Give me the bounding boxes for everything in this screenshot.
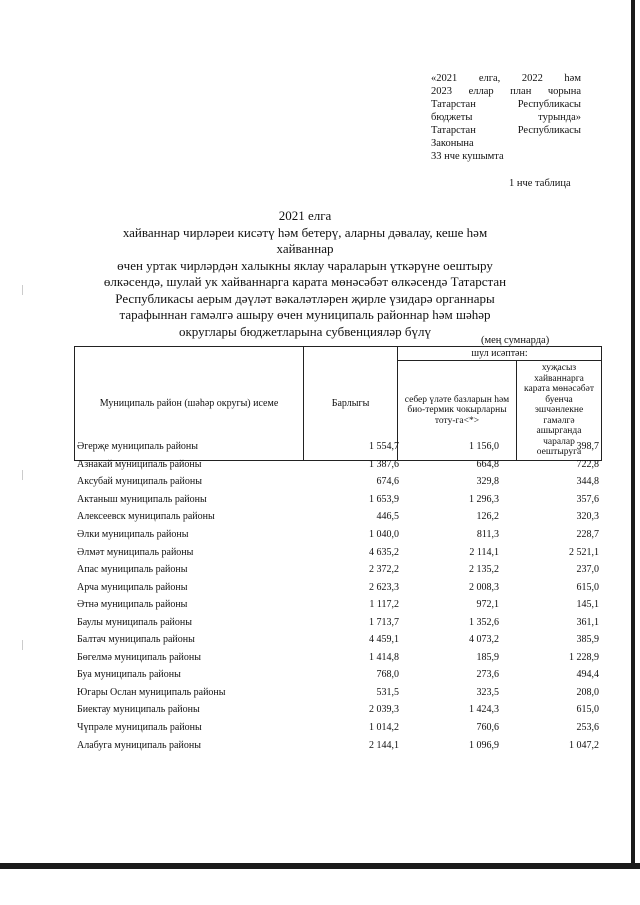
total-value: 1 387,6 (369, 458, 399, 470)
col-a-value: 664,8 (476, 458, 499, 470)
title-line: өлкәсендә, шулай ук хайваннарга карата мөнәсәбәт өлкәсендә Татарстан (103, 274, 507, 289)
district-name: Арча муниципаль районы (77, 581, 188, 593)
col-a-value: 1 352,6 (469, 616, 499, 628)
total-value: 2 623,3 (369, 581, 399, 593)
table-row (74, 719, 602, 737)
table-row (74, 596, 602, 614)
col-a-value: 329,8 (476, 476, 499, 488)
col-b-value: 398,7 (576, 441, 599, 453)
col-a-value: 1 096,9 (469, 739, 499, 751)
district-name: Баулы муниципаль районы (77, 616, 192, 628)
district-name: Азнакай муниципаль районы (77, 458, 202, 470)
table-row (74, 526, 602, 544)
total-value: 1 554,7 (369, 441, 399, 453)
district-name: Алексеевск муниципаль районы (77, 511, 215, 523)
total-value: 1 040,0 (369, 529, 399, 540)
col-a-value: 811,3 (476, 529, 499, 540)
district-name: Бөгелмә муниципаль районы (77, 651, 201, 663)
scan-mark (22, 285, 23, 295)
district-name: Балтач муниципаль районы (77, 634, 195, 646)
approval-line: «2021 елга, 2022 һәм (431, 73, 581, 84)
approval-line: Законына (431, 138, 474, 149)
header-including: шул исәптән: (398, 347, 602, 361)
total-value: 674,6 (376, 476, 399, 488)
table-row (74, 438, 602, 456)
total-value: 4 635,2 (369, 546, 399, 558)
total-value: 1 014,2 (369, 722, 399, 734)
district-name: Биектау муниципаль районы (77, 704, 200, 716)
total-value: 446,5 (376, 511, 399, 523)
table-row (74, 736, 602, 754)
col-a-value: 185,9 (476, 651, 499, 663)
table-row (74, 508, 602, 526)
district-name: Алабуга муниципаль районы (77, 739, 201, 751)
col-a-value: 1 424,3 (469, 704, 499, 716)
district-name: Чүпрәле муниципаль районы (77, 722, 202, 734)
title-line: хайваннар чирләреи кисәтү һәм бетерү, аларны дәвалау, кеше һәм хайваннар (122, 224, 488, 256)
table-row (74, 649, 602, 667)
col-b-value: 722,8 (576, 458, 599, 470)
page-border-bottom (0, 863, 640, 869)
col-b-value: 615,0 (576, 581, 599, 593)
table-row (74, 491, 602, 509)
col-b-value: 361,1 (576, 616, 599, 628)
col-b-value: 320,3 (576, 511, 599, 523)
table-number: 1 нче таблица (509, 178, 571, 189)
document-title (95, 208, 515, 340)
col-b-value: 237,0 (576, 564, 599, 576)
col-a-value: 2 135,2 (469, 564, 499, 576)
col-b-value: 357,6 (576, 493, 599, 505)
table-row (74, 701, 602, 719)
col-a-value: 323,5 (476, 686, 499, 698)
table-row (74, 473, 602, 491)
table-row (74, 456, 602, 474)
scan-mark (22, 470, 23, 480)
header-col-a: себер үләте базларын һәм био-термик чокырларны тоту-га<*> (398, 361, 517, 461)
scan-mark (22, 640, 23, 650)
total-value: 2 039,3 (369, 704, 399, 716)
col-b-value: 145,1 (576, 599, 599, 611)
total-value: 2 372,2 (369, 564, 399, 576)
col-a-value: 972,1 (476, 599, 499, 611)
approval-reference (431, 72, 581, 163)
table-row (74, 684, 602, 702)
col-b-value: 2 521,1 (569, 546, 599, 558)
col-a-value: 2 008,3 (469, 581, 499, 593)
col-b-value: 228,7 (576, 529, 599, 540)
col-b-value: 1 047,2 (569, 739, 599, 751)
total-value: 768,0 (376, 669, 399, 681)
total-value: 531,5 (376, 686, 399, 698)
district-name: Буа муниципаль районы (77, 669, 181, 681)
units-note: (мең сумнарда) (481, 335, 550, 346)
district-name: Әтнә муниципаль районы (77, 599, 188, 611)
col-b-value: 253,6 (576, 722, 599, 734)
title-line: тарафыннан гамәлгә ашыру өчен муниципаль районнар һәм шәһәр (119, 307, 491, 322)
title-line: Республикасы аерым дәүләт вәкаләтләрен җирле үзидарә органнары (115, 290, 495, 306)
title-year: 2021 елга (278, 208, 332, 223)
col-b-value: 208,0 (576, 686, 599, 698)
header-name: Муниципаль район (шәһәр округы) исеме (75, 347, 304, 461)
table-row (74, 666, 602, 684)
col-b-value: 615,0 (576, 704, 599, 716)
table-row (74, 631, 602, 649)
total-value: 4 459,1 (369, 634, 399, 646)
district-name: Югары Ослан муниципаль районы (77, 686, 226, 698)
col-a-value: 760,6 (476, 722, 499, 734)
district-name: Аксубай муниципаль районы (77, 476, 202, 488)
col-a-value: 1 156,0 (469, 441, 499, 453)
header-total: Барлыгы (304, 347, 398, 461)
title-line: өчен уртак чирләрдән халыкны яклау чараларын үткәрүне оештыру (117, 257, 493, 273)
col-a-value: 126,2 (476, 511, 499, 523)
district-name: Актаныш муниципаль районы (77, 493, 207, 505)
col-a-value: 273,6 (476, 669, 499, 681)
table-row (74, 561, 602, 579)
total-value: 1 713,7 (369, 616, 399, 628)
approval-line: Татарстан Республикасы (431, 125, 581, 136)
data-table (74, 438, 602, 754)
approval-line: бюджеты турында» (431, 112, 581, 123)
district-name: Әлки муниципаль районы (77, 529, 189, 540)
total-value: 2 144,1 (369, 739, 399, 751)
page-border-right (631, 0, 635, 868)
district-name: Апас муниципаль районы (77, 564, 188, 576)
total-value: 1 117,2 (369, 599, 399, 611)
total-value: 1 653,9 (369, 493, 399, 505)
col-a-value: 4 073,2 (469, 634, 499, 646)
col-a-value: 1 296,3 (469, 493, 499, 505)
table-row (74, 578, 602, 596)
table-row (74, 543, 602, 561)
approval-line: 2023 еллар план чорына (431, 86, 581, 97)
district-name: Әлмәт муниципаль районы (77, 546, 194, 558)
title-line: округлары бюджетларына субвенцияләр бүлү (178, 323, 432, 339)
col-b-value: 1 228,9 (569, 651, 599, 663)
header-col-b: хуҗасыз хайваннарга карата мөнәсәбәт буенча эшчәнлекне гамәлгә ашырганда чаралар оештыруга (517, 361, 602, 461)
approval-line: 33 нче кушымта (431, 151, 504, 162)
approval-line: Татарстан Республикасы (431, 99, 581, 110)
col-b-value: 344,8 (576, 476, 599, 488)
col-b-value: 385,9 (576, 634, 599, 646)
district-name: Әгерҗе муниципаль районы (77, 441, 199, 453)
table-row (74, 613, 602, 631)
total-value: 1 414,8 (369, 651, 399, 663)
col-a-value: 2 114,1 (469, 546, 499, 558)
col-b-value: 494,4 (576, 669, 599, 681)
